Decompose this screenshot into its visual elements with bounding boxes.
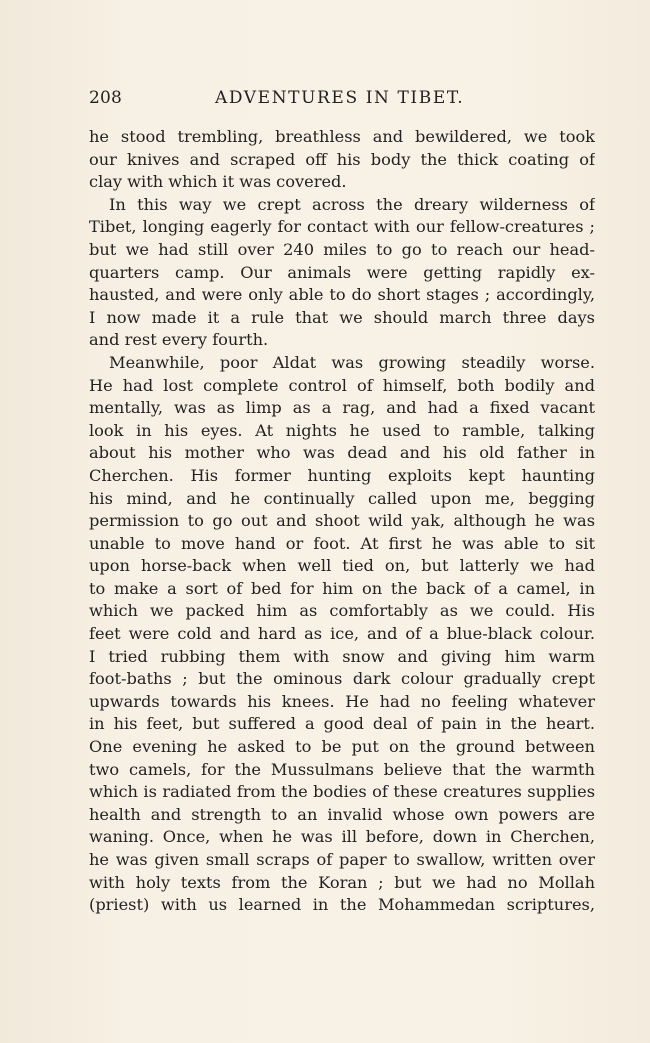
text-line: which is radiated from the bodies of these creatures supplies [89,782,595,802]
text-line: health and strength to an invalid whose own powers are [89,804,595,824]
text-line: clay with which it was covered. [89,172,347,192]
text-line: two camels, for the Mussulmans believe that the warmth [89,759,595,779]
text-line: upon horse-back when well tied on, but latterly we had [89,556,595,576]
text-line: Meanwhile, poor Aldat was growing steadily worse. [109,352,595,372]
text-line: look in his eyes. At nights he used to ramble, talking [89,420,595,440]
text-line: his mind, and he continually called upon me, begging [89,488,595,508]
text-line: about his mother who was dead and his old father in [89,443,595,463]
text-line: He had lost complete control of himself, both bodily and [89,375,595,395]
text-line: One evening he asked to be put on the ground between [89,737,595,757]
text-line: Tibet, longing eagerly for contact with our fellow-creatures ; [89,217,595,237]
text-line: waning. Once, when he was ill before, down in Cherchen, [89,827,595,847]
page-number: 208 [89,88,123,108]
page-header [89,88,595,114]
text-line: mentally, was as limp as a rag, and had a fixed vacant [89,398,595,418]
text-line: but we had still over 240 miles to go to reach our head- [89,239,595,259]
text-line: upwards towards his knees. He had no feeling whatever [89,691,595,711]
text-line: in his feet, but suffered a good deal of pain in the heart. [89,714,595,734]
text-line: foot-baths ; but the ominous dark colour gradually crept [89,669,595,689]
text-line: hausted, and were only able to do short stages ; accordingly, [89,285,595,305]
text-line: Cherchen. His former hunting exploits kept haunting [89,465,595,485]
text-line: and rest every fourth. [89,330,269,350]
text-line: quarters camp. Our animals were getting rapidly ex- [89,262,595,282]
text-line: feet were cold and hard as ice, and of a blue-black colour. [89,624,595,644]
text-line: he stood trembling, breathless and bewildered, we took [89,127,595,146]
text-line: he was given small scraps of paper to swallow, written over [89,850,595,869]
running-head: ADVENTURES IN TIBET. [215,88,465,108]
text-line: I now made it a rule that we should march three days [89,307,595,327]
text-line: unable to move hand or foot. At first he was able to sit [89,533,595,553]
text-line: (priest) with us learned in the Mohammedan scriptures, [89,895,595,915]
text-line: which we packed him as comfortably as we could. His [89,601,595,621]
text-line: our knives and scraped off his body the thick coating of [89,149,595,169]
text-line: In this way we crept across the dreary wilderness of [109,194,595,214]
text-line: I tried rubbing them with snow and giving him warm [89,646,595,666]
text-line: to make a sort of bed for him on the back of a camel, in [89,578,595,598]
body-text [89,126,595,917]
text-line: permission to go out and shoot wild yak, although he was [89,511,595,531]
text-line: with holy texts from the Koran ; but we had no Mollah [89,872,595,892]
